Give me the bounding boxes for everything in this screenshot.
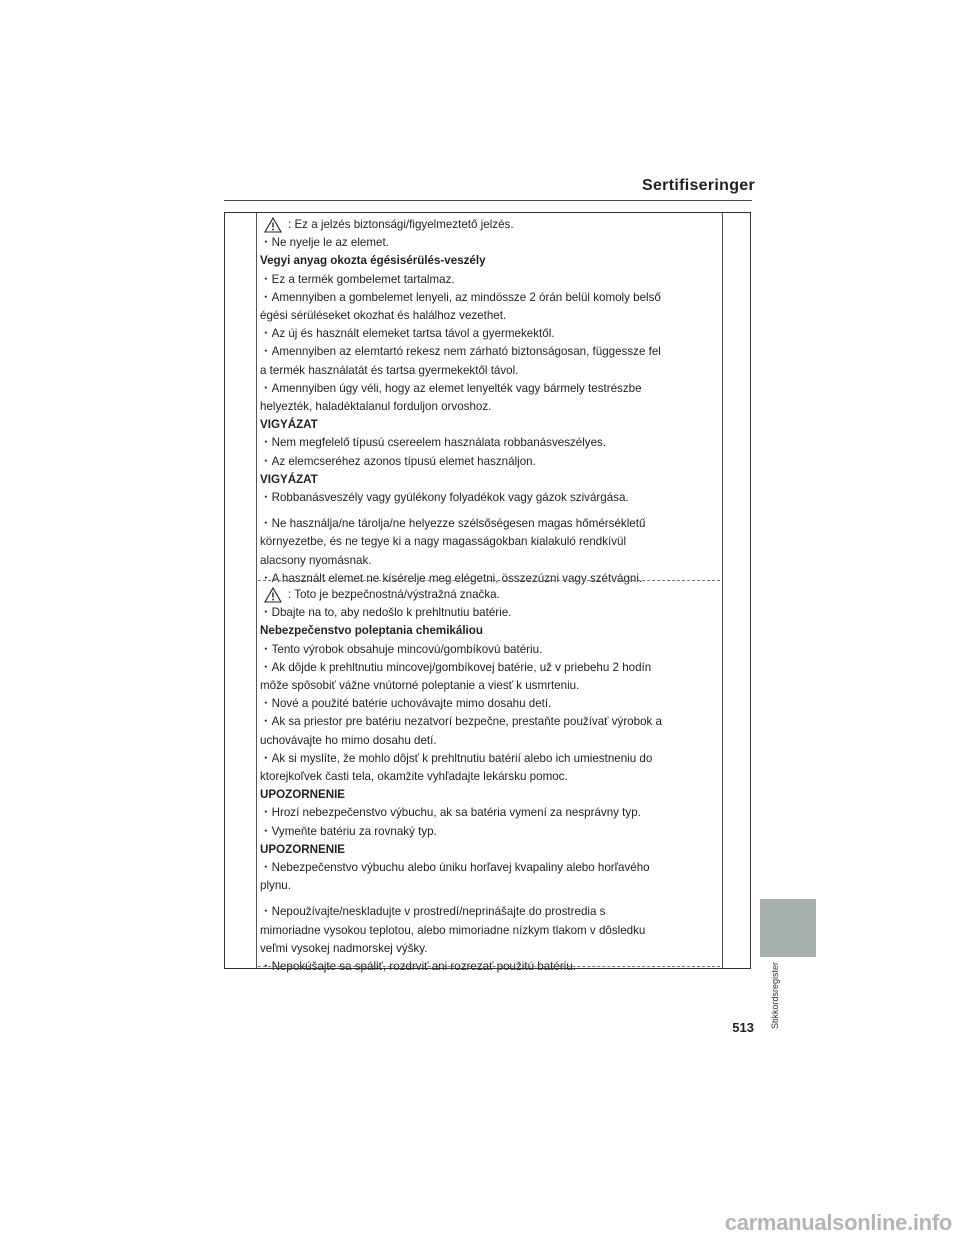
warning-text-line: ・ Nem megfelelő típusú csereelem használata robbanásveszélyes.: [260, 434, 716, 452]
warning-text-line: ・ Az elemcseréhez azonos típusú elemet használjon.: [260, 453, 716, 471]
warning-triangle-icon: [264, 587, 282, 603]
hungarian-legend-text: : Ez a jelzés biztonsági/figyelmeztető jelzés.: [288, 218, 514, 231]
warning-triangle-icon: [264, 217, 282, 233]
slovak-warning-block: [260, 586, 716, 976]
slovak-legend: [260, 586, 716, 604]
hungarian-warning-block: [260, 216, 716, 588]
paragraph-gap: [260, 895, 716, 903]
title-rule: [224, 200, 752, 201]
warning-text-line: a termék használatát és tartsa gyermekektől távol.: [260, 363, 519, 377]
warning-text-line: ・ Robbanásveszély vagy gyúlékony folyadékok vagy gázok szivárgása.: [260, 489, 716, 507]
warning-text-line: ・ Nové a použité batérie uchovávajte mimo dosahu detí.: [260, 695, 716, 713]
slovak-legend-text: : Toto je bezpečnostná/výstražná značka.: [288, 588, 500, 601]
warning-text-line: plynu.: [260, 879, 291, 893]
warning-text-line: ・ Az új és használt elemeket tartsa távol a gyermekektől.: [260, 325, 716, 343]
watermark: carmanualsonline.info: [724, 1210, 952, 1235]
warning-text-line: alacsony nyomásnak.: [260, 553, 372, 567]
warning-text-line: ・ Amennyiben úgy véli, hogy az elemet lenyelték vagy bármely testrészbe: [260, 380, 716, 398]
warning-heading: UPOZORNENIE: [260, 788, 346, 802]
slovak-warning-lines: [260, 604, 716, 976]
warning-text-line: ・ Hrozí nebezpečenstvo výbuchu, ak sa batéria vymení za nesprávny typ.: [260, 804, 716, 822]
section-divider: [258, 580, 720, 581]
warning-text-line: ・ Amennyiben az elemtartó rekesz nem zárható biztonságosan, függessze fel: [260, 343, 716, 361]
warning-text-line: ・ Ez a termék gombelemet tartalmaz.: [260, 271, 716, 289]
bottom-divider: [258, 966, 720, 967]
warning-text-line: ・ Nepokúšajte sa spáliť, rozdrviť ani rozrezať použitú batériu.: [260, 958, 716, 976]
warning-heading: VIGYÁZAT: [260, 418, 318, 432]
warning-text-line: ・ Ak dôjde k prehltnutiu mincovej/gombíkovej batérie, už v priebehu 2 hodín: [260, 659, 716, 677]
warning-text-line: môže spôsobiť vážne vnútorné poleptanie a viesť k usmrteniu.: [260, 679, 580, 693]
paragraph-gap: [260, 507, 716, 515]
warning-heading: Nebezpečenstvo poleptania chemikáliou: [260, 624, 483, 638]
section-title: Sertifiseringer: [642, 177, 755, 194]
warning-text-line: ・ Tento výrobok obsahuje mincovú/gombíkovú batériu.: [260, 641, 716, 659]
warning-text-line: helyezték, haladéktalanul forduljon orvoshoz.: [260, 400, 492, 414]
warning-text-line: ・ Nepoužívajte/neskladujte v prostredí/neprinášajte do prostredia s: [260, 903, 716, 921]
warning-text-line: ・ Ne nyelje le az elemet.: [260, 234, 716, 252]
warning-heading: VIGYÁZAT: [260, 472, 318, 486]
warning-text-line: ・ A használt elemet ne kísérelje meg elégetni, összezúzni vagy szétvágni.: [260, 570, 716, 588]
warning-text-line: ・ Nebezpečenstvo výbuchu alebo úniku horľavej kvapaliny alebo horľavého: [260, 859, 716, 877]
warning-heading: Vegyi anyag okozta égésisérülés-veszély: [260, 254, 486, 268]
warning-text-line: ktorejkoľvek časti tela, okamžite vyhľadajte lekársku pomoc.: [260, 770, 568, 784]
warning-text-line: ・ Ne használja/ne tárolja/ne helyezze szélsőségesen magas hőmérsékletű: [260, 515, 716, 533]
warning-text-line: ・ Dbajte na to, aby nedošlo k prehltnutiu batérie.: [260, 604, 716, 622]
warning-text-line: égési sérüléseket okozhat és halálhoz vezethet.: [260, 309, 507, 323]
warning-text-line: mimoriadne vysokou teplotou, alebo mimoriadne nízkym tlakom v dôsledku: [260, 923, 646, 937]
warning-text-line: veľmi vysokej nadmorskej výšky.: [260, 941, 428, 955]
hungarian-legend: [260, 216, 716, 234]
warning-heading: UPOZORNENIE: [260, 842, 346, 856]
warning-text-line: uchovávajte ho mimo dosahu detí.: [260, 733, 437, 747]
warning-text-line: ・ Ak sa priestor pre batériu nezatvorí bezpečne, prestaňte používať výrobok a: [260, 713, 716, 731]
side-tab-label: Stikkordsregister: [770, 962, 780, 1030]
warning-text-line: környezetbe, és ne tegye ki a nagy magasságokban kialakuló rendkívül: [260, 535, 627, 549]
warning-text-line: ・ Ak si myslíte, že mohlo dôjsť k prehltnutiu batérií alebo ich umiestneniu do: [260, 750, 716, 768]
page-number: 513: [732, 1020, 754, 1035]
warning-text-line: ・ Amennyiben a gombelemet lenyeli, az mindössze 2 órán belül komoly belső: [260, 289, 716, 307]
index-side-tab: [760, 899, 816, 957]
hungarian-warning-lines: [260, 234, 716, 588]
warning-text-line: ・ Vymeňte batériu za rovnaký typ.: [260, 823, 716, 841]
